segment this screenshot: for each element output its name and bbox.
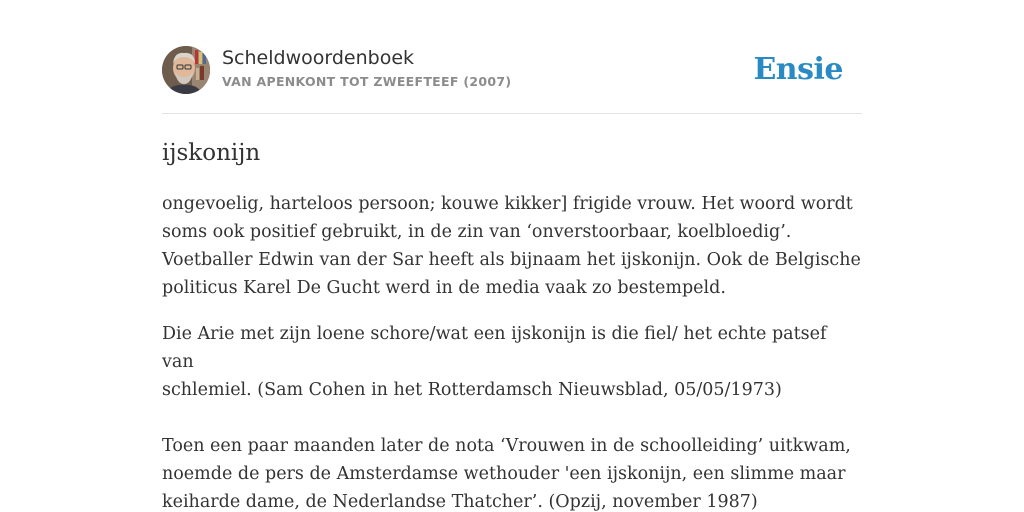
entry-content xyxy=(162,190,862,512)
author-avatar[interactable] xyxy=(162,46,210,94)
entry-definition: ongevoelig, harteloos persoon; kouwe kikker] frigide vrouw. Het woord wordt soms ook positief gebruikt, in de zin van ‘onverstoorbaar, koelbloedig’. Voetballer Edwin van der Sar heeft als bijnaam het ijskonijn. Ook de Belgische politicus Karel De Gucht werd in de media vaak zo bestempeld. xyxy=(162,194,861,298)
example-quote: Die Arie met zijn loene schore/wat een ijskonijn is die fiel/ het echte patsef van schlemiel. (Sam Cohen in het Rotterdamsch Nieuwsblad, 05/05/1973) xyxy=(162,324,827,400)
example-quote: Toen een paar maanden later de nota ‘Vrouwen in de schoolleiding’ uitkwam, noemde de pers de Amsterdamse wethouder 'een ijskonijn, een slimme maar keiharde dame, de Nederlandse Thatcher’. (Opzij, november 1987) xyxy=(162,436,851,512)
author-photo-icon xyxy=(162,46,210,94)
source-header xyxy=(162,46,862,96)
book-subtitle: VAN APENKONT TOT ZWEEFTEEF (2007) xyxy=(222,74,512,89)
entry-title: ijskonijn xyxy=(162,140,261,166)
ensie-logo[interactable]: Ensie xyxy=(753,52,843,87)
book-title[interactable]: Scheldwoordenboek xyxy=(222,47,415,69)
header-divider xyxy=(162,113,862,114)
